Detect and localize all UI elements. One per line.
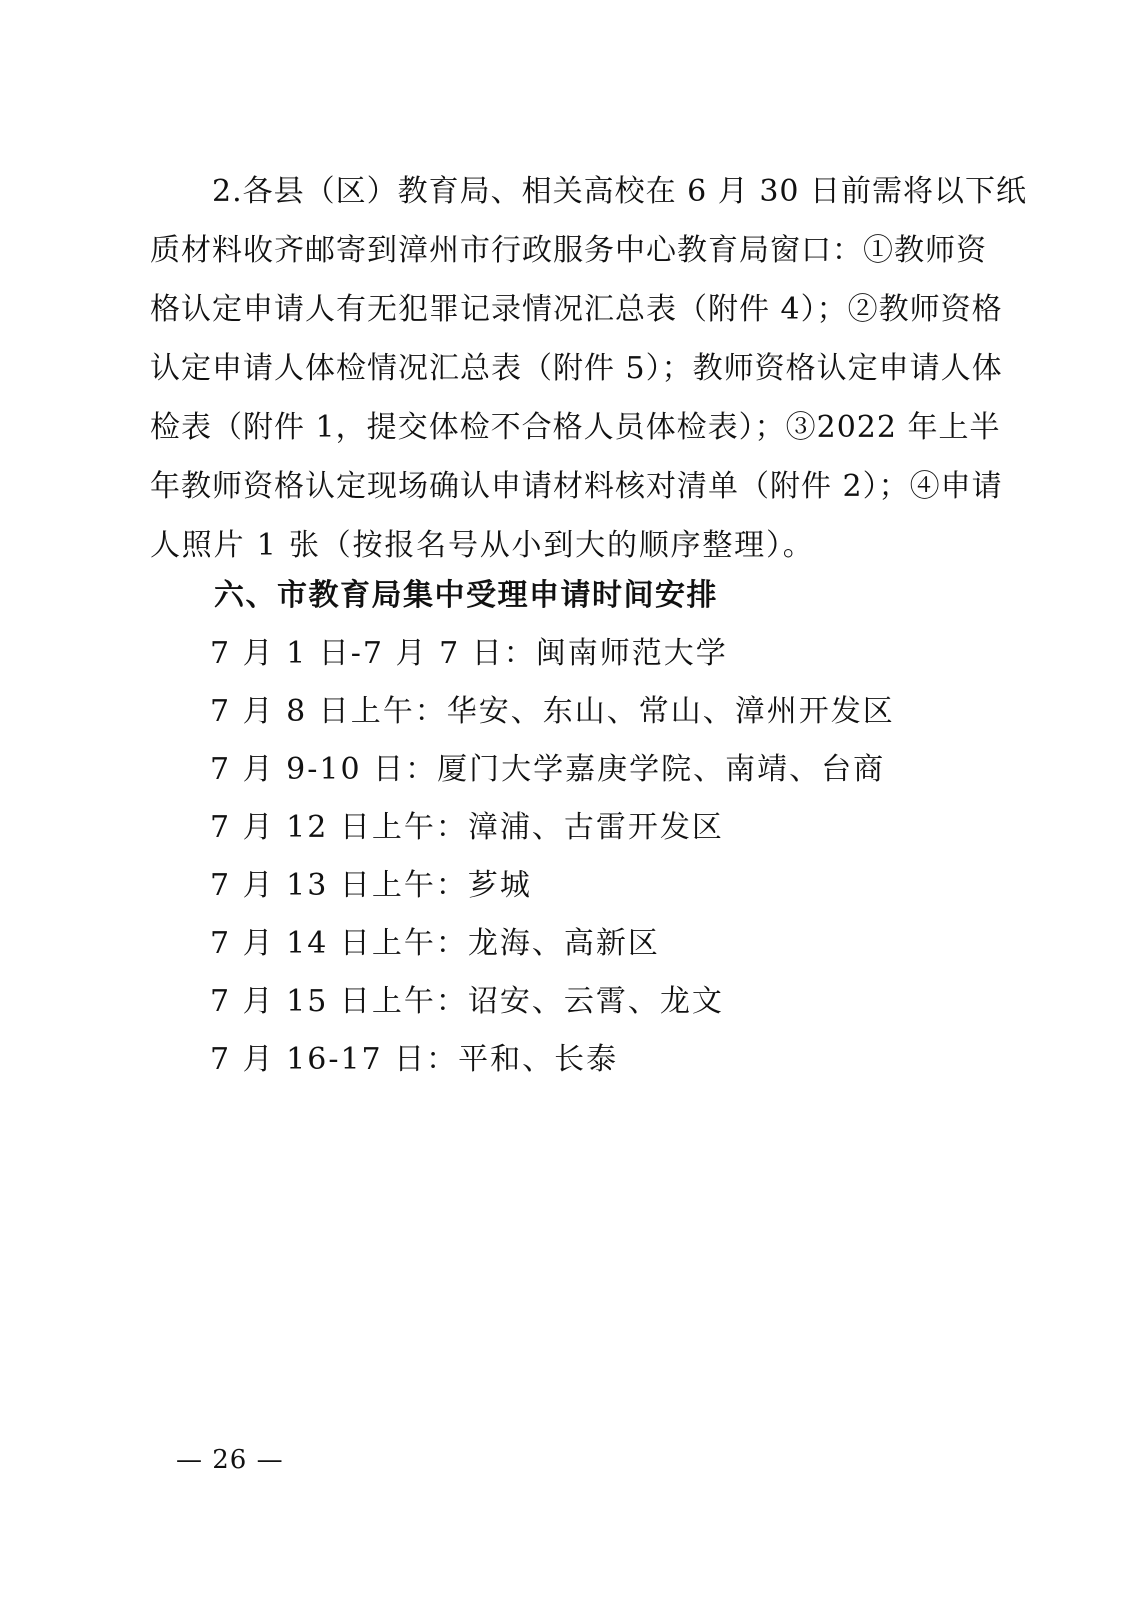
schedule-list — [210, 625, 895, 1089]
schedule-item: 7 月 12 日上午：漳浦、古雷开发区 — [210, 810, 724, 845]
schedule-item: 7 月 8 日上午：华安、东山、常山、漳州开发区 — [210, 694, 895, 729]
schedule-item: 7 月 16-17 日：平和、长泰 — [210, 1042, 619, 1077]
paragraph-line: 年教师资格认定现场确认申请材料核对清单（附件 2）；④申请 — [150, 469, 1003, 504]
paragraph-line: 检表（附件 1，提交体检不合格人员体检表）；③2022 年上半 — [150, 410, 1001, 445]
schedule-item: 7 月 1 日-7 月 7 日：闽南师范大学 — [210, 636, 728, 671]
paragraph-line: 格认定申请人有无犯罪记录情况汇总表（附件 4）；②教师资格 — [150, 292, 1003, 327]
schedule-item: 7 月 14 日上午：龙海、高新区 — [210, 926, 660, 961]
paragraph-line: 质材料收齐邮寄到漳州市行政服务中心教育局窗口：①教师资 — [150, 233, 987, 268]
paragraph-line: 2.各县（区）教育局、相关高校在 6 月 30 日前需将以下纸 — [212, 174, 1028, 209]
section-heading: 六、市教育局集中受理申请时间安排 — [214, 578, 718, 613]
schedule-item: 7 月 13 日上午：芗城 — [210, 868, 532, 903]
page-number: — 26 — — [176, 1445, 284, 1475]
schedule-item: 7 月 9-10 日：厦门大学嘉庚学院、南靖、台商 — [210, 752, 886, 787]
paragraph-line: 认定申请人体检情况汇总表（附件 5）；教师资格认定申请人体 — [150, 351, 1003, 386]
submission-paragraph — [150, 162, 1028, 575]
schedule-item: 7 月 15 日上午：诏安、云霄、龙文 — [210, 984, 724, 1019]
paragraph-line: 人照片 1 张（按报名号从小到大的顺序整理）。 — [150, 528, 815, 563]
